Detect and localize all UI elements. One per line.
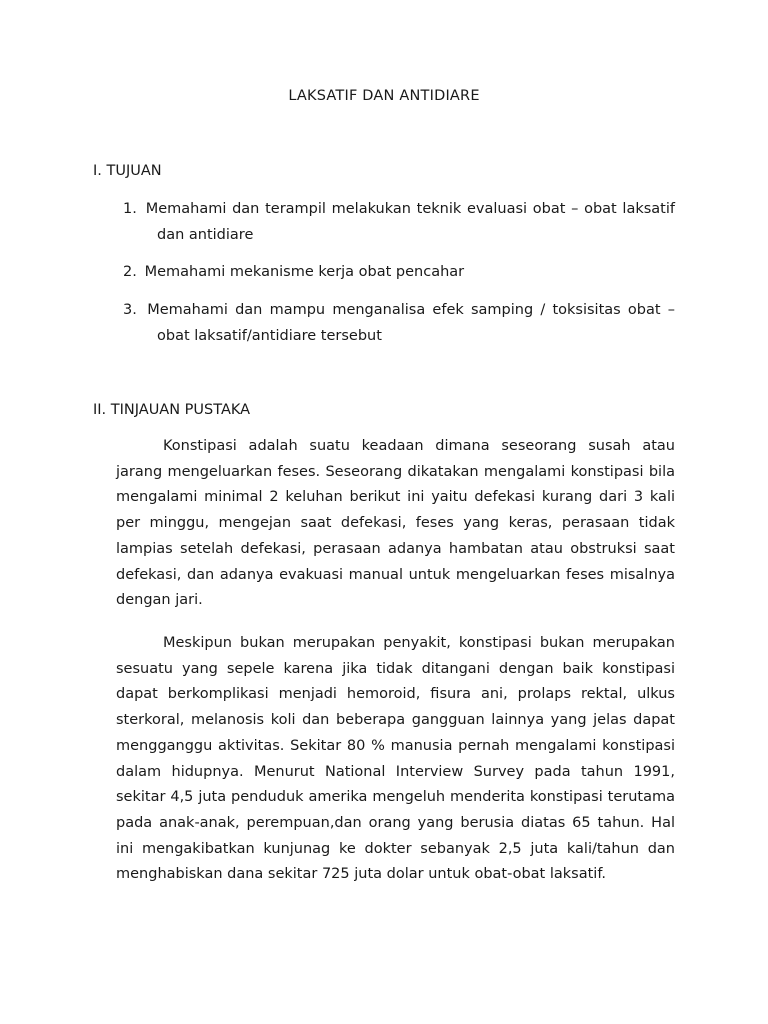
list-item-text: Memahami mekanisme kerja obat pencahar	[144, 264, 465, 280]
list-item-text: Memahami dan terampil melakukan teknik evaluasi obat – obat laksatif dan antidiare	[145, 201, 675, 243]
objective-list-item-3: 3. Memahami dan mampu menganalisa efek samping / toksisitas obat – obat laksatif/antidiare tersebut	[123, 302, 676, 344]
document-title: LAKSATIF DAN ANTIDIARE	[288, 88, 480, 104]
body-paragraph-1: Konstipasi adalah suatu keadaan dimana seseorang susah atau jarang mengeluarkan feses. Seseorang dikatakan mengalami konstipasi bila mengalami minimal 2 keluhan berikut ini yaitu defekasi kurang dari 3 kali per minggu, mengejan saat defekasi, feses yang keras, perasaan tidak lampias setelah defekasi, perasaan adanya hambatan atau obstruksi saat defekasi, dan adanya evakuasi manual untuk mengeluarkan feses misalnya dengan jari.	[116, 438, 675, 609]
section-heading-tujuan: I. TUJUAN	[93, 163, 162, 179]
list-item-text: Memahami dan mampu menganalisa efek samping / toksisitas obat – obat laksatif/antidiare tersebut	[147, 302, 676, 344]
objective-list-item-2: 2. Memahami mekanisme kerja obat pencahar	[123, 264, 465, 280]
objective-list-item-1: 1. Memahami dan terampil melakukan teknik evaluasi obat – obat laksatif dan antidiare	[123, 201, 675, 243]
body-paragraph-2: Meskipun bukan merupakan penyakit, konstipasi bukan merupakan sesuatu yang sepele karena jika tidak ditangani dengan baik konstipasi dapat berkomplikasi menjadi hemoroid, fisura ani, prolaps rektal, ulkus sterkoral, melanosis koli dan beberapa gangguan lainnya yang jelas dapat mengganggu aktivitas. Sekitar 80 % manusia pernah mengalami konstipasi dalam hidupnya. Menurut National Interview Survey pada tahun 1991, sekitar 4,5 juta penduduk amerika mengeluh menderita konstipasi terutama pada anak-anak, perempuan,dan orang yang berusia diatas 65 tahun. Hal ini mengakibatkan kunjunag ke dokter sebanyak 2,5 juta kali/tahun dan menghabiskan dana sekitar 725 juta dolar untuk obat-obat laksatif.	[116, 635, 675, 883]
section-heading-tinjauan-pustaka: II. TINJAUAN PUSTAKA	[93, 402, 251, 418]
